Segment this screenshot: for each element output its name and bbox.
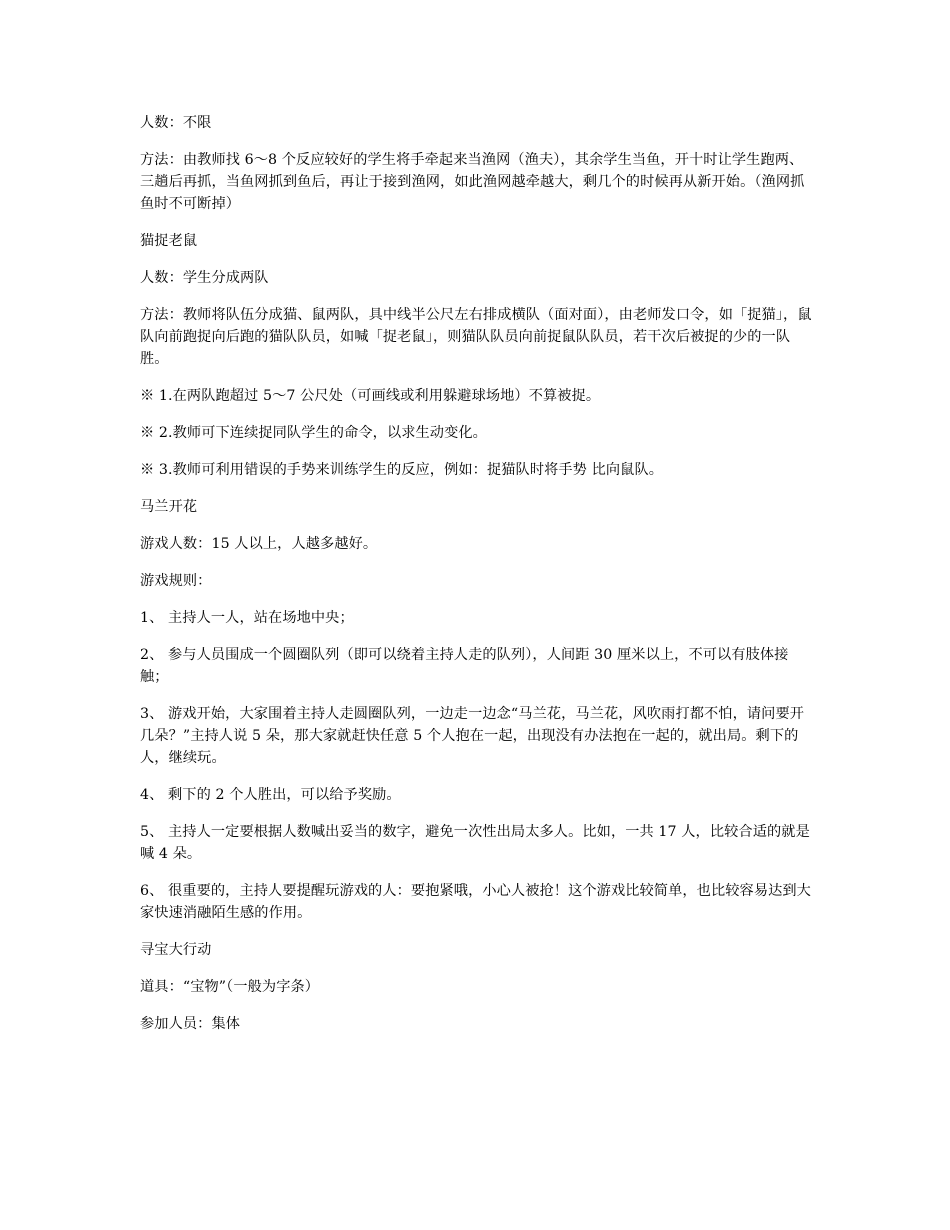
participants-unlimited: 人数：不限 (140, 115, 212, 131)
game-title-cat-mouse: 猫捉老鼠 (140, 233, 198, 249)
treasure-props: 道具：“宝物”（一般为字条） (140, 979, 320, 995)
malan-rule-3: 3、 游戏开始，大家围着主持人走圆圈队列，一边走一边念“马兰花，马兰花，风吹雨打都不怕，请问要开几朵？”主持人说 5 朵，那大家就赶快任意 5 个人抱在一起，出现没有办法抱在一起的，就出局。剩下的人，继续玩。 (140, 706, 805, 766)
malan-rule-1: 1、 主持人一人，站在场地中央； (140, 610, 354, 626)
malan-rules-heading: 游戏规则： (140, 573, 212, 589)
cat-mouse-note-1: ※ 1.在两队跑超过 5～7 公尺处（可画线或利用躲避球场地）不算被捉。 (140, 388, 601, 404)
cat-mouse-method: 方法：教师将队伍分成猫、鼠两队，具中线半公尺左右排成横队（面对面），由老师发口令，如「捉猫」，鼠队向前跑捉向后跑的猫队队员，如喊「捉老鼠」，则猫队队员向前捉鼠队队员，若干次后被捉的少的一队胜。 (140, 307, 812, 367)
malan-rule-2: 2、 参与人员围成一个圆圈队列（即可以绕着主持人走的队列），人间距 30 厘米以上，不可以有肢体接触； (140, 647, 789, 685)
malan-rule-4: 4、 剩下的 2 个人胜出，可以给予奖励。 (140, 787, 401, 803)
malan-rule-6: 6、 很重要的，主持人要提醒玩游戏的人：要抱紧哦，小心人被抢！这个游戏比较简单，也比较容易达到大家快速消融陌生感的作用。 (140, 883, 811, 921)
fishing-net-method: 方法：由教师找 6～8 个反应较好的学生将手牵起来当渔网（渔夫），其余学生当鱼，开十时让学生跑两、三趟后再抓，当鱼网抓到鱼后，再让于接到渔网，如此渔网越牵越大，剩几个的时候再从新开始。（渔网抓鱼时不可断掉） (140, 152, 805, 212)
cat-mouse-note-2: ※ 2.教师可下连续捉同队学生的命令，以求生动变化。 (140, 425, 487, 441)
cat-mouse-participants: 人数：学生分成两队 (140, 270, 269, 286)
cat-mouse-note-3: ※ 3.教师可利用错误的手势来训练学生的反应，例如：捉猫队时将手势 比向鼠队。 (140, 462, 664, 478)
game-title-treasure-hunt: 寻宝大行动 (140, 942, 212, 958)
malan-rule-5: 5、 主持人一定要根据人数喊出妥当的数字，避免一次性出局太多人。比如，一共 17 人，比较合适的就是喊 4 朵。 (140, 824, 810, 862)
treasure-participants: 参加人员：集体 (140, 1016, 241, 1032)
malan-participants: 游戏人数：15 人以上，人越多越好。 (140, 536, 378, 552)
game-title-malan-flower: 马兰开花 (140, 499, 198, 515)
document-body (140, 112, 815, 1050)
